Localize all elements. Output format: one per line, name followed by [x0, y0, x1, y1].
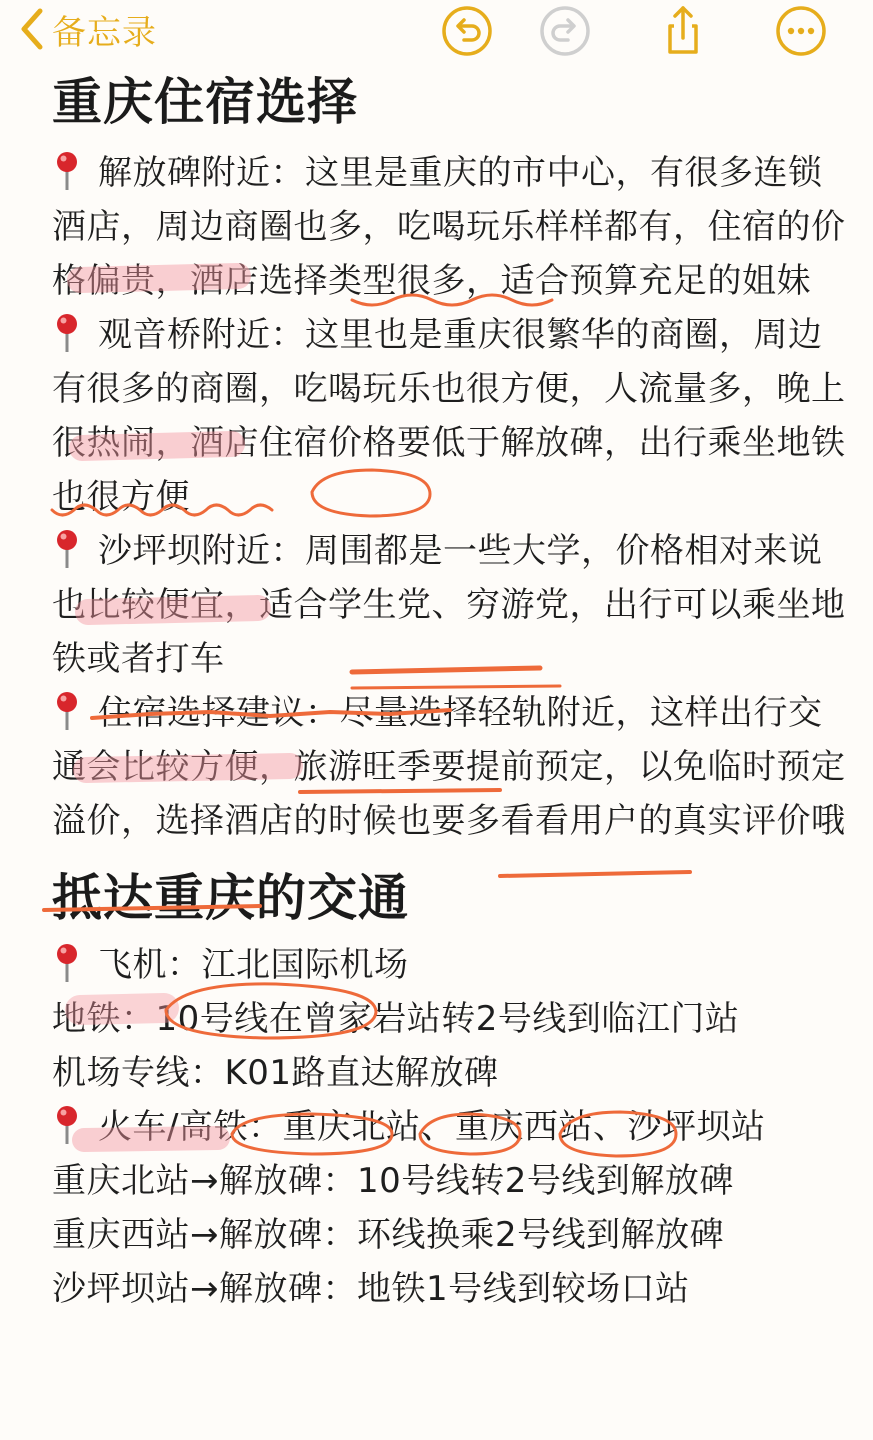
share-button[interactable]: [656, 4, 710, 58]
train-route-shapingba: 沙坪坝站→解放碑：地铁1号线到较场口站: [52, 1269, 690, 1309]
note-body[interactable]: [52, 66, 852, 1316]
plane-heading-text: 飞机：江北国际机场: [98, 945, 409, 985]
section-title-accommodation: 重庆住宿选择: [52, 73, 358, 131]
pin-icon: [52, 942, 82, 984]
transport-train: [52, 1100, 852, 1316]
transport-plane: [52, 938, 852, 1100]
pin-icon: [52, 150, 82, 192]
section-title-transport: 抵达重庆的交通: [52, 869, 409, 927]
share-icon: [656, 4, 710, 58]
redo-button[interactable]: [538, 4, 592, 58]
list-item: [52, 146, 852, 308]
train-route-north: 重庆北站→解放碑：10号线转2号线到解放碑: [52, 1161, 734, 1201]
plane-airport-bus-line: 机场专线：K01路直达解放碑: [52, 1053, 499, 1093]
pin-icon: [52, 312, 82, 354]
back-label: 备忘录: [52, 12, 157, 53]
plane-metro-line: 地铁：10号线在曾家岩站转2号线到临江门站: [52, 999, 740, 1039]
back-button[interactable]: [18, 4, 157, 54]
list-item: [52, 524, 852, 686]
list-item: [52, 686, 852, 848]
pin-icon: [52, 528, 82, 570]
list-item-text: 观音桥附近：这里也是重庆很繁华的商圈，周边有很多的商圈，吃喝玩乐也很方便，人流量多，晚上很热闹，酒店住宿价格要低于解放碑，出行乘坐地铁也很方便: [52, 315, 846, 517]
list-item: [52, 308, 852, 524]
undo-icon: [440, 4, 494, 58]
train-heading-text: 火车/高铁：重庆北站、重庆西站、沙坪坝站: [98, 1107, 766, 1147]
pin-icon: [52, 1104, 82, 1146]
list-item-text: 解放碑附近：这里是重庆的市中心，有很多连锁酒店，周边商圈也多，吃喝玩乐样样都有，住宿的价格偏贵，酒店选择类型很多，适合预算充足的姐妹: [52, 153, 846, 301]
train-route-west: 重庆西站→解放碑：环线换乘2号线到解放碑: [52, 1215, 725, 1255]
list-item-text: 沙坪坝附近：周围都是一些大学，价格相对来说也比较便宜，适合学生党、穷游党，出行可以乘坐地铁或者打车: [52, 531, 846, 679]
redo-icon: [538, 4, 592, 58]
undo-button[interactable]: [440, 4, 494, 58]
accommodation-list: [52, 146, 852, 848]
train-heading: [52, 1100, 852, 1154]
pin-icon: [52, 690, 82, 732]
chevron-left-icon: [18, 7, 46, 51]
navigation-bar: [0, 0, 873, 62]
more-icon: [774, 4, 828, 58]
list-item-text: 住宿选择建议：尽量选择轻轨附近，这样出行交通会比较方便，旅游旺季要提前预定，以免临时预定溢价，选择酒店的时候也要多看看用户的真实评价哦: [52, 693, 846, 841]
plane-heading: [52, 938, 852, 992]
more-button[interactable]: [774, 4, 828, 58]
